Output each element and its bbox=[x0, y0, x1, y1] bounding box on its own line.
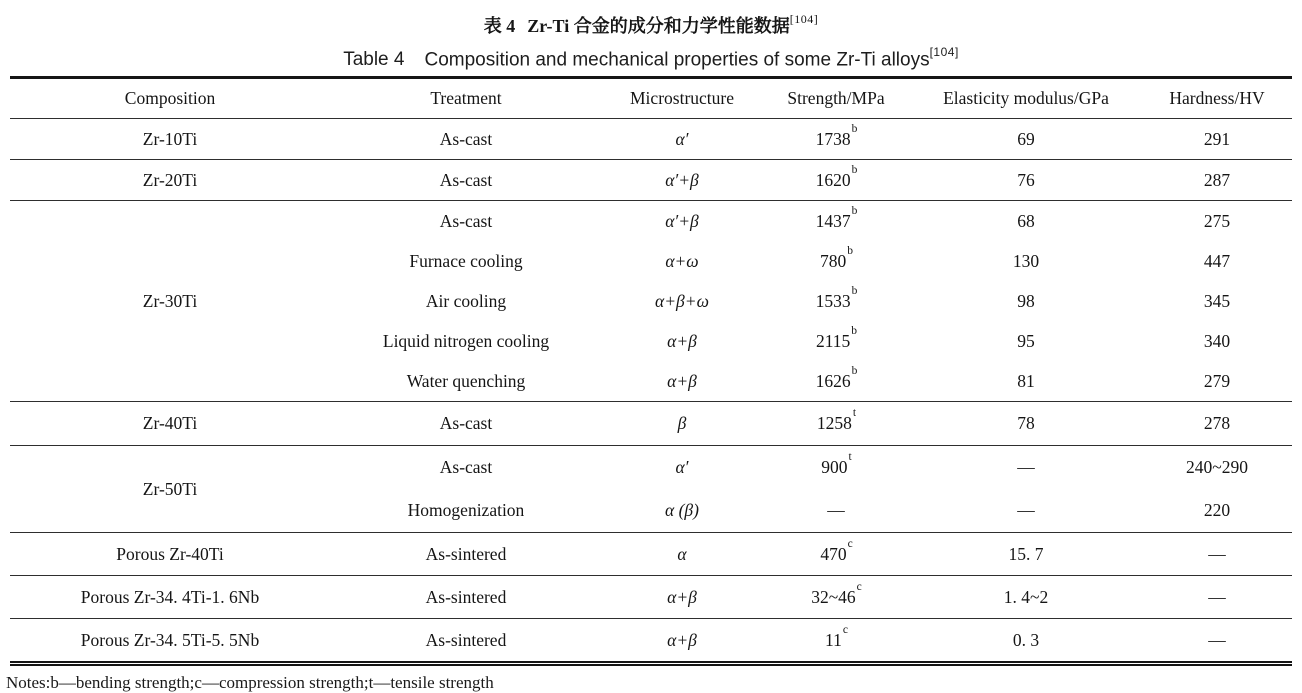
treatment-cell: As-sintered bbox=[330, 576, 602, 619]
composition-cell: Porous Zr-34. 4Ti-1. 6Nb bbox=[10, 576, 330, 619]
strength-value: 1437 bbox=[815, 210, 851, 231]
composition-cell: Porous Zr-34. 5Ti-5. 5Nb bbox=[10, 619, 330, 664]
hardness-cell: 240~290 bbox=[1142, 446, 1292, 490]
modulus-cell: 68 bbox=[910, 201, 1142, 242]
modulus-cell: 130 bbox=[1012, 250, 1040, 271]
composition-cell: Zr-40Ti bbox=[10, 402, 330, 446]
strength-cell bbox=[762, 201, 910, 242]
strength-value: 11 bbox=[825, 629, 842, 650]
hardness-cell: — bbox=[1142, 533, 1292, 576]
strength-superscript: b bbox=[851, 122, 858, 135]
composition-cell: Porous Zr-40Ti bbox=[10, 533, 330, 576]
microstructure-cell: α+β+ω bbox=[655, 290, 709, 311]
table-title-english-text: Composition and mechanical properties of some Zr-Ti alloys bbox=[424, 49, 930, 71]
citation-reference: [104] bbox=[789, 12, 819, 26]
strength-value: 1258 bbox=[816, 413, 852, 433]
strength-cell bbox=[762, 446, 910, 490]
modulus-cell: 81 bbox=[1017, 370, 1035, 391]
treatment-cell: Liquid nitrogen cooling bbox=[382, 330, 550, 351]
strength-superscript: t bbox=[848, 451, 852, 464]
treatment-cell: Furnace cooling bbox=[409, 250, 523, 271]
treatment-cell: Water quenching bbox=[406, 370, 526, 391]
composition-cell: Zr-10Ti bbox=[10, 119, 330, 160]
composition-cell: Zr-30Ti bbox=[10, 201, 330, 402]
strength-value: 780 bbox=[820, 250, 847, 271]
strength-superscript: b bbox=[851, 204, 858, 217]
hardness-cell: 447 bbox=[1203, 250, 1231, 271]
strength-value: 470 bbox=[820, 543, 847, 564]
strength-cell bbox=[762, 361, 910, 402]
hardness-cell: — bbox=[1142, 619, 1292, 664]
treatment-cell: Homogenization bbox=[407, 500, 525, 520]
strength-superscript: c bbox=[856, 580, 862, 593]
strength-value: 1626 bbox=[815, 370, 851, 391]
strength-cell bbox=[762, 160, 910, 201]
microstructure-cell: β bbox=[602, 402, 762, 446]
modulus-cell: 15. 7 bbox=[910, 533, 1142, 576]
strength-superscript: b bbox=[851, 284, 858, 297]
strength-cell bbox=[762, 119, 910, 160]
treatment-cell: Air cooling bbox=[425, 290, 507, 311]
strength-cell bbox=[762, 619, 910, 664]
table-row bbox=[10, 160, 1292, 201]
strength-value: 32~46 bbox=[811, 586, 856, 607]
hardness-cell: 287 bbox=[1142, 160, 1292, 201]
modulus-cell: — bbox=[910, 446, 1142, 490]
microstructure-cell: α′+β bbox=[602, 160, 762, 201]
table-row bbox=[10, 619, 1292, 664]
table-row bbox=[10, 533, 1292, 576]
strength-cell bbox=[762, 489, 910, 533]
hardness-cell: 291 bbox=[1142, 119, 1292, 160]
composition-cell: Zr-20Ti bbox=[10, 160, 330, 201]
microstructure-cell: α+β bbox=[602, 576, 762, 619]
strength-superscript: c bbox=[847, 537, 853, 550]
table-number-chinese: 表 4 bbox=[483, 16, 516, 36]
modulus-cell: 1. 4~2 bbox=[910, 576, 1142, 619]
treatment-cell: As-cast bbox=[330, 201, 602, 242]
treatment-cell: As-sintered bbox=[330, 619, 602, 664]
table-row bbox=[10, 201, 1292, 242]
microstructure-cell: α+β bbox=[602, 619, 762, 664]
hardness-cell: 275 bbox=[1142, 201, 1292, 242]
hardness-cell: 279 bbox=[1203, 370, 1231, 391]
strength-cell bbox=[762, 533, 910, 576]
column-header-treatment: Treatment bbox=[330, 78, 602, 119]
modulus-cell: 76 bbox=[910, 160, 1142, 201]
microstructure-cell: α′ bbox=[602, 119, 762, 160]
table-title-english bbox=[0, 40, 1302, 71]
strength-value: 1620 bbox=[815, 169, 851, 190]
table-title-chinese-text: Zr-Ti 合金的成分和力学性能数据 bbox=[527, 16, 790, 36]
strength-value: — bbox=[827, 500, 845, 520]
strength-superscript: t bbox=[852, 407, 857, 420]
microstructure-cell: α′ bbox=[602, 446, 762, 490]
column-header-composition: Composition bbox=[10, 78, 330, 119]
strength-cell bbox=[762, 576, 910, 619]
hardness-cell: 345 bbox=[1203, 290, 1231, 311]
strength-cell bbox=[762, 281, 910, 321]
column-header-strength: Strength/MPa bbox=[762, 78, 910, 119]
microstructure-cell: α+β bbox=[667, 330, 697, 351]
modulus-cell: 0. 3 bbox=[910, 619, 1142, 664]
modulus-cell: 69 bbox=[910, 119, 1142, 160]
strength-value: 1738 bbox=[815, 128, 851, 149]
hardness-cell: 340 bbox=[1203, 330, 1231, 351]
table-number-english: Table 4 bbox=[343, 49, 405, 71]
strength-superscript: c bbox=[842, 623, 848, 636]
hardness-cell: 220 bbox=[1203, 500, 1231, 520]
modulus-cell: 78 bbox=[910, 402, 1142, 446]
column-header-hardness: Hardness/HV bbox=[1142, 78, 1292, 119]
modulus-cell: 98 bbox=[1017, 290, 1035, 311]
table-row bbox=[10, 402, 1292, 446]
microstructure-cell: α+ω bbox=[665, 250, 699, 271]
column-header-modulus: Elasticity modulus/GPa bbox=[910, 78, 1142, 119]
alloy-properties-table bbox=[10, 76, 1292, 666]
table-notes: Notes:b—bending strength;c—compression strength;t—tensile strength bbox=[6, 673, 494, 692]
strength-cell bbox=[762, 402, 910, 446]
microstructure-cell: α′+β bbox=[602, 201, 762, 242]
strength-superscript: b bbox=[851, 163, 858, 176]
strength-value: 1533 bbox=[815, 290, 851, 311]
citation-reference: [104] bbox=[929, 45, 959, 59]
strength-cell bbox=[762, 241, 910, 281]
strength-value: 900 bbox=[821, 457, 848, 477]
table-title-chinese bbox=[0, 0, 1302, 35]
table-row bbox=[10, 576, 1292, 619]
treatment-cell: As-cast bbox=[330, 402, 602, 446]
microstructure-cell: α bbox=[602, 533, 762, 576]
strength-superscript: b bbox=[847, 244, 853, 257]
modulus-cell: 95 bbox=[1017, 330, 1035, 351]
hardness-cell: — bbox=[1142, 576, 1292, 619]
strength-cell bbox=[762, 321, 910, 361]
microstructure-cell: α+β bbox=[667, 370, 697, 391]
microstructure-cell: α (β) bbox=[665, 500, 699, 520]
composition-cell: Zr-50Ti bbox=[10, 446, 330, 533]
strength-superscript: b bbox=[851, 364, 858, 377]
table-row bbox=[10, 119, 1292, 160]
hardness-cell: 278 bbox=[1142, 402, 1292, 446]
table-row bbox=[10, 446, 1292, 490]
strength-superscript: b bbox=[851, 324, 858, 337]
treatment-cell: As-cast bbox=[330, 160, 602, 201]
treatment-cell: As-cast bbox=[330, 119, 602, 160]
header-row bbox=[10, 78, 1292, 119]
modulus-cell: — bbox=[1017, 500, 1035, 520]
column-header-microstructure: Microstructure bbox=[602, 78, 762, 119]
treatment-cell: As-cast bbox=[330, 446, 602, 490]
treatment-cell: As-sintered bbox=[330, 533, 602, 576]
strength-value: 2115 bbox=[815, 330, 851, 351]
